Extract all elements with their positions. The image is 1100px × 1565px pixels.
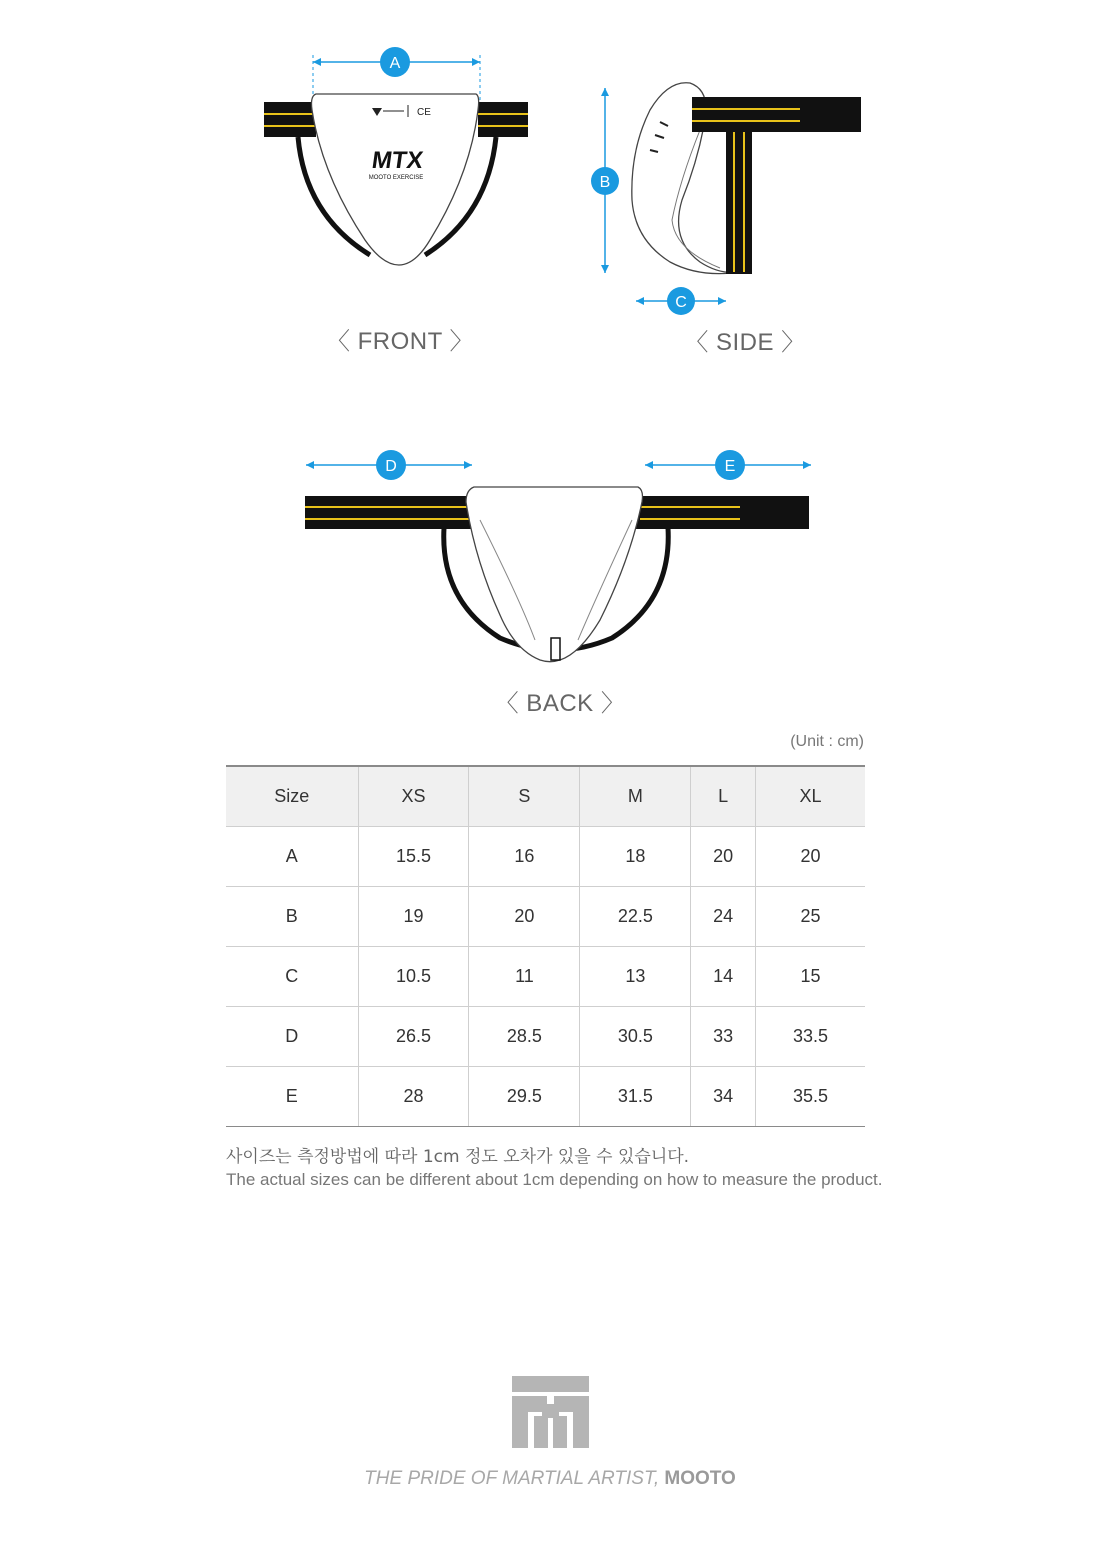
header-cell: Size: [226, 766, 358, 827]
footer-slogan: [300, 1468, 800, 1490]
table-cell: 33.5: [756, 1007, 865, 1067]
table-cell: 29.5: [469, 1067, 580, 1127]
table-cell: 28.5: [469, 1007, 580, 1067]
waist-strap-right: [478, 102, 528, 137]
front-diagram: [255, 40, 540, 290]
table-row: [226, 1067, 865, 1127]
table-row: [226, 1007, 865, 1067]
table-row: [226, 947, 865, 1007]
slogan-text: THE PRIDE OF MARTIAL ARTIST,: [364, 1468, 665, 1489]
table-cell: 33: [691, 1007, 756, 1067]
table-row: [226, 827, 865, 887]
table-cell: 15: [756, 947, 865, 1007]
note-english: The actual sizes can be different about 1cm depending on how to measure the product.: [226, 1170, 883, 1189]
table-cell: 14: [691, 947, 756, 1007]
side-view-label: 〈 SIDE 〉: [684, 329, 806, 356]
table-cell: A: [226, 827, 358, 887]
cup-brand-subtitle: MOOTO EXERCISE: [368, 175, 424, 181]
marker-d-label: D: [385, 458, 397, 475]
table-cell: 22.5: [580, 887, 691, 947]
table-cell: 10.5: [358, 947, 469, 1007]
table-cell: 20: [691, 827, 756, 887]
table-cell: 20: [756, 827, 865, 887]
unit-label: (Unit : cm): [790, 733, 864, 750]
marker-a-label: A: [389, 55, 401, 72]
table-cell: 16: [469, 827, 580, 887]
header-cell: M: [580, 766, 691, 827]
header-cell: L: [691, 766, 756, 827]
mooto-logo-icon: [512, 1376, 589, 1448]
header-cell: S: [469, 766, 580, 827]
table-cell: 28: [358, 1067, 469, 1127]
cup-brand-logo: MTX: [370, 147, 425, 174]
size-table: [226, 765, 865, 1127]
table-row: [226, 887, 865, 947]
header-cell: XS: [358, 766, 469, 827]
waist-strap-left: [264, 102, 316, 137]
side-diagram: [580, 75, 870, 320]
table-cell: C: [226, 947, 358, 1007]
header-cell: XL: [756, 766, 865, 827]
arrowhead-left-icon: [313, 58, 321, 66]
table-cell: 30.5: [580, 1007, 691, 1067]
table-cell: 35.5: [756, 1067, 865, 1127]
side-leg-strap: [726, 130, 752, 274]
table-cell: E: [226, 1067, 358, 1127]
side-waist-strap: [692, 97, 861, 132]
strap-buckle: [551, 638, 560, 660]
table-cell: 11: [469, 947, 580, 1007]
table-header-row: [226, 766, 865, 827]
front-view-label: 〈 FRONT 〉: [325, 328, 475, 355]
table-cell: 19: [358, 887, 469, 947]
back-view-label: 〈 BACK 〉: [494, 690, 626, 717]
back-diagram: [300, 445, 820, 670]
slogan-brand: MOOTO: [664, 1468, 736, 1489]
marker-c-label: C: [675, 294, 687, 311]
table-cell: D: [226, 1007, 358, 1067]
table-cell: 34: [691, 1067, 756, 1127]
table-cell: 26.5: [358, 1007, 469, 1067]
marker-e-label: E: [724, 458, 736, 475]
table-cell: 31.5: [580, 1067, 691, 1127]
table-cell: 15.5: [358, 827, 469, 887]
certification-mark: CE: [417, 107, 431, 118]
table-cell: 24: [691, 887, 756, 947]
table-cell: 13: [580, 947, 691, 1007]
marker-b-label: B: [599, 174, 611, 191]
table-cell: 25: [756, 887, 865, 947]
note-korean: 사이즈는 측정방법에 따라 1cm 정도 오차가 있을 수 있습니다.: [226, 1147, 690, 1167]
table-cell: 20: [469, 887, 580, 947]
table-cell: B: [226, 887, 358, 947]
table-cell: 18: [580, 827, 691, 887]
arrowhead-right-icon: [472, 58, 480, 66]
